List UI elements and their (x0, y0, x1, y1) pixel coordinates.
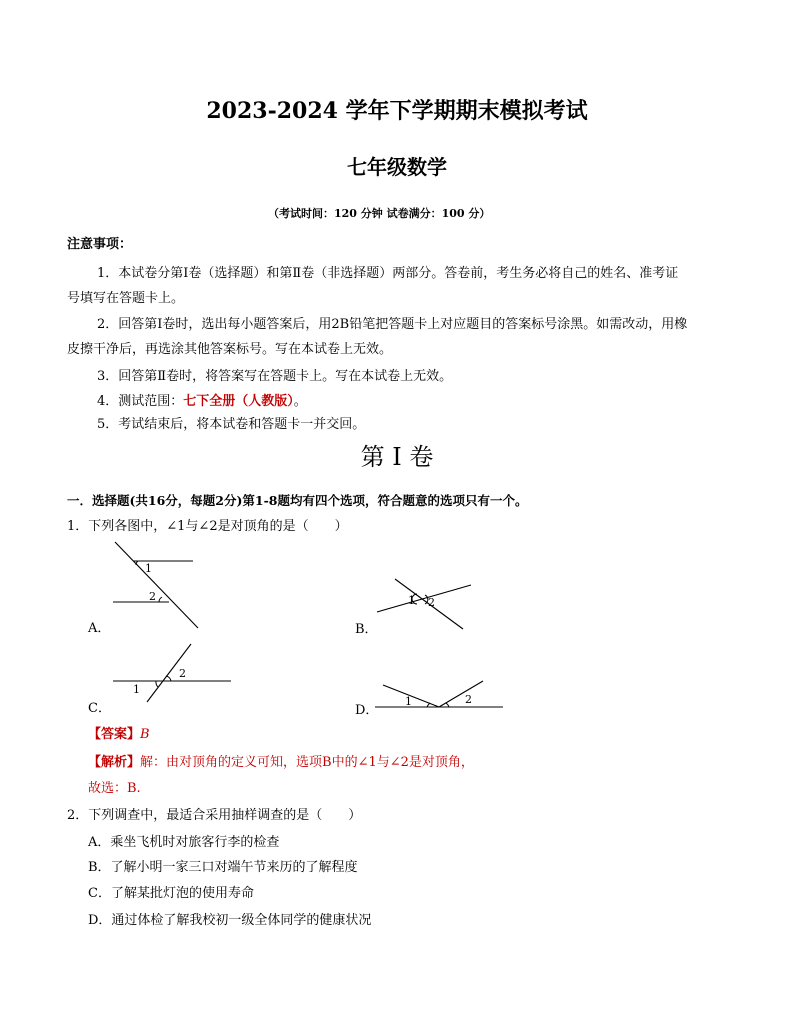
question-2-stem: 2．下列调查中，最适合采用抽样调查的是（ ） (67, 808, 362, 823)
figure-b-angle-2: 2 (428, 596, 435, 609)
figure-c-angle-1: 1 (133, 683, 140, 696)
notice-item-3: 3．回答第Ⅱ卷时，将答案写在答题卡上。写在本试卷上无效。 (97, 369, 453, 384)
notice-item-4-prefix: 4．测试范围： (97, 394, 184, 409)
part1-heading: 一．选择题(共16分，每题2分)第1-8题均有四个选项，符合题意的选项只有一个。 (67, 493, 528, 508)
option-d-label: D． (355, 703, 379, 718)
figure-b (375, 575, 475, 635)
notice-item-2: 2．回答第Ⅰ卷时，选出每小题答案后，用2B铅笔把答题卡上对应题目的答案标号涂黑。如需改动，用橡 (97, 317, 688, 332)
figure-d-arc-2 (446, 703, 449, 707)
figure-a-angle-1: 1 (145, 562, 152, 575)
exam-subtitle: 七年级数学 (347, 155, 447, 179)
figure-b-line-2 (377, 585, 471, 612)
notice-item-5: 5．考试结束后，将本试卷和答题卡一并交回。 (97, 417, 366, 432)
notice-item-1-cont: 号填写在答题卡上。 (67, 291, 185, 306)
question-2-option-b: B．了解小明一家三口对端午节来历的了解程度 (88, 860, 358, 875)
figure-d-angle-1: 1 (405, 695, 412, 708)
option-a-label: A． (88, 621, 111, 636)
figure-b-angle-1: 1 (408, 594, 415, 607)
exam-title: 2023-2024 学年下学期期末模拟考试 (206, 98, 588, 124)
figure-d-arc-1 (427, 703, 430, 707)
notice-item-2-cont: 皮擦干净后，再选涂其他答案标号。写在本试卷上无效。 (67, 342, 393, 357)
figure-a (105, 540, 215, 635)
question-2-option-a: A．乘坐飞机时对旅客行李的检查 (88, 835, 280, 850)
notice-item-4 (97, 390, 307, 409)
figure-a-transversal (115, 542, 198, 628)
analysis-line (88, 751, 474, 770)
answer-tag: 【答案】 (88, 727, 141, 742)
notice-item-1: 1．本试卷分第Ⅰ卷（选择题）和第Ⅱ卷（非选择题）两部分。答卷前，考生务必将自己的姓名、准考证 (97, 266, 679, 281)
option-b-label: B． (355, 622, 378, 637)
figure-a-angle-2: 2 (149, 590, 156, 603)
notice-heading: 注意事项： (67, 237, 133, 252)
figure-c-angle-2: 2 (179, 667, 186, 680)
figure-d-right-ray (439, 681, 483, 707)
figure-d (375, 675, 505, 715)
question-1-stem: 1．下列各图中，∠1与∠2是对顶角的是（ ） (67, 519, 348, 534)
notice-item-4-suffix: 。 (293, 394, 307, 409)
figure-a-arc-2 (159, 597, 162, 602)
figure-c-arc-1 (156, 681, 158, 687)
analysis-conclusion: 故选：B. (88, 781, 141, 796)
question-2-option-d: D．通过体检了解我校初一级全体同学的健康状况 (88, 913, 372, 928)
option-c-label: C． (88, 701, 111, 716)
exam-info: （考试时间：120 分钟 试卷满分：100 分） (268, 207, 491, 220)
answer-line (88, 723, 150, 742)
section-title: 第 I 卷 (360, 443, 434, 471)
analysis-text: 解：由对顶角的定义可知，选项B中的∠1与∠2是对顶角， (140, 755, 474, 770)
answer-value: B (140, 727, 150, 742)
analysis-tag: 【解析】 (88, 755, 141, 770)
figure-d-angle-2: 2 (465, 693, 472, 706)
question-2-option-c: C．了解某批灯泡的使用寿命 (88, 886, 254, 901)
test-range: 七下全册（人教版） (183, 394, 294, 409)
figure-c (105, 640, 235, 710)
